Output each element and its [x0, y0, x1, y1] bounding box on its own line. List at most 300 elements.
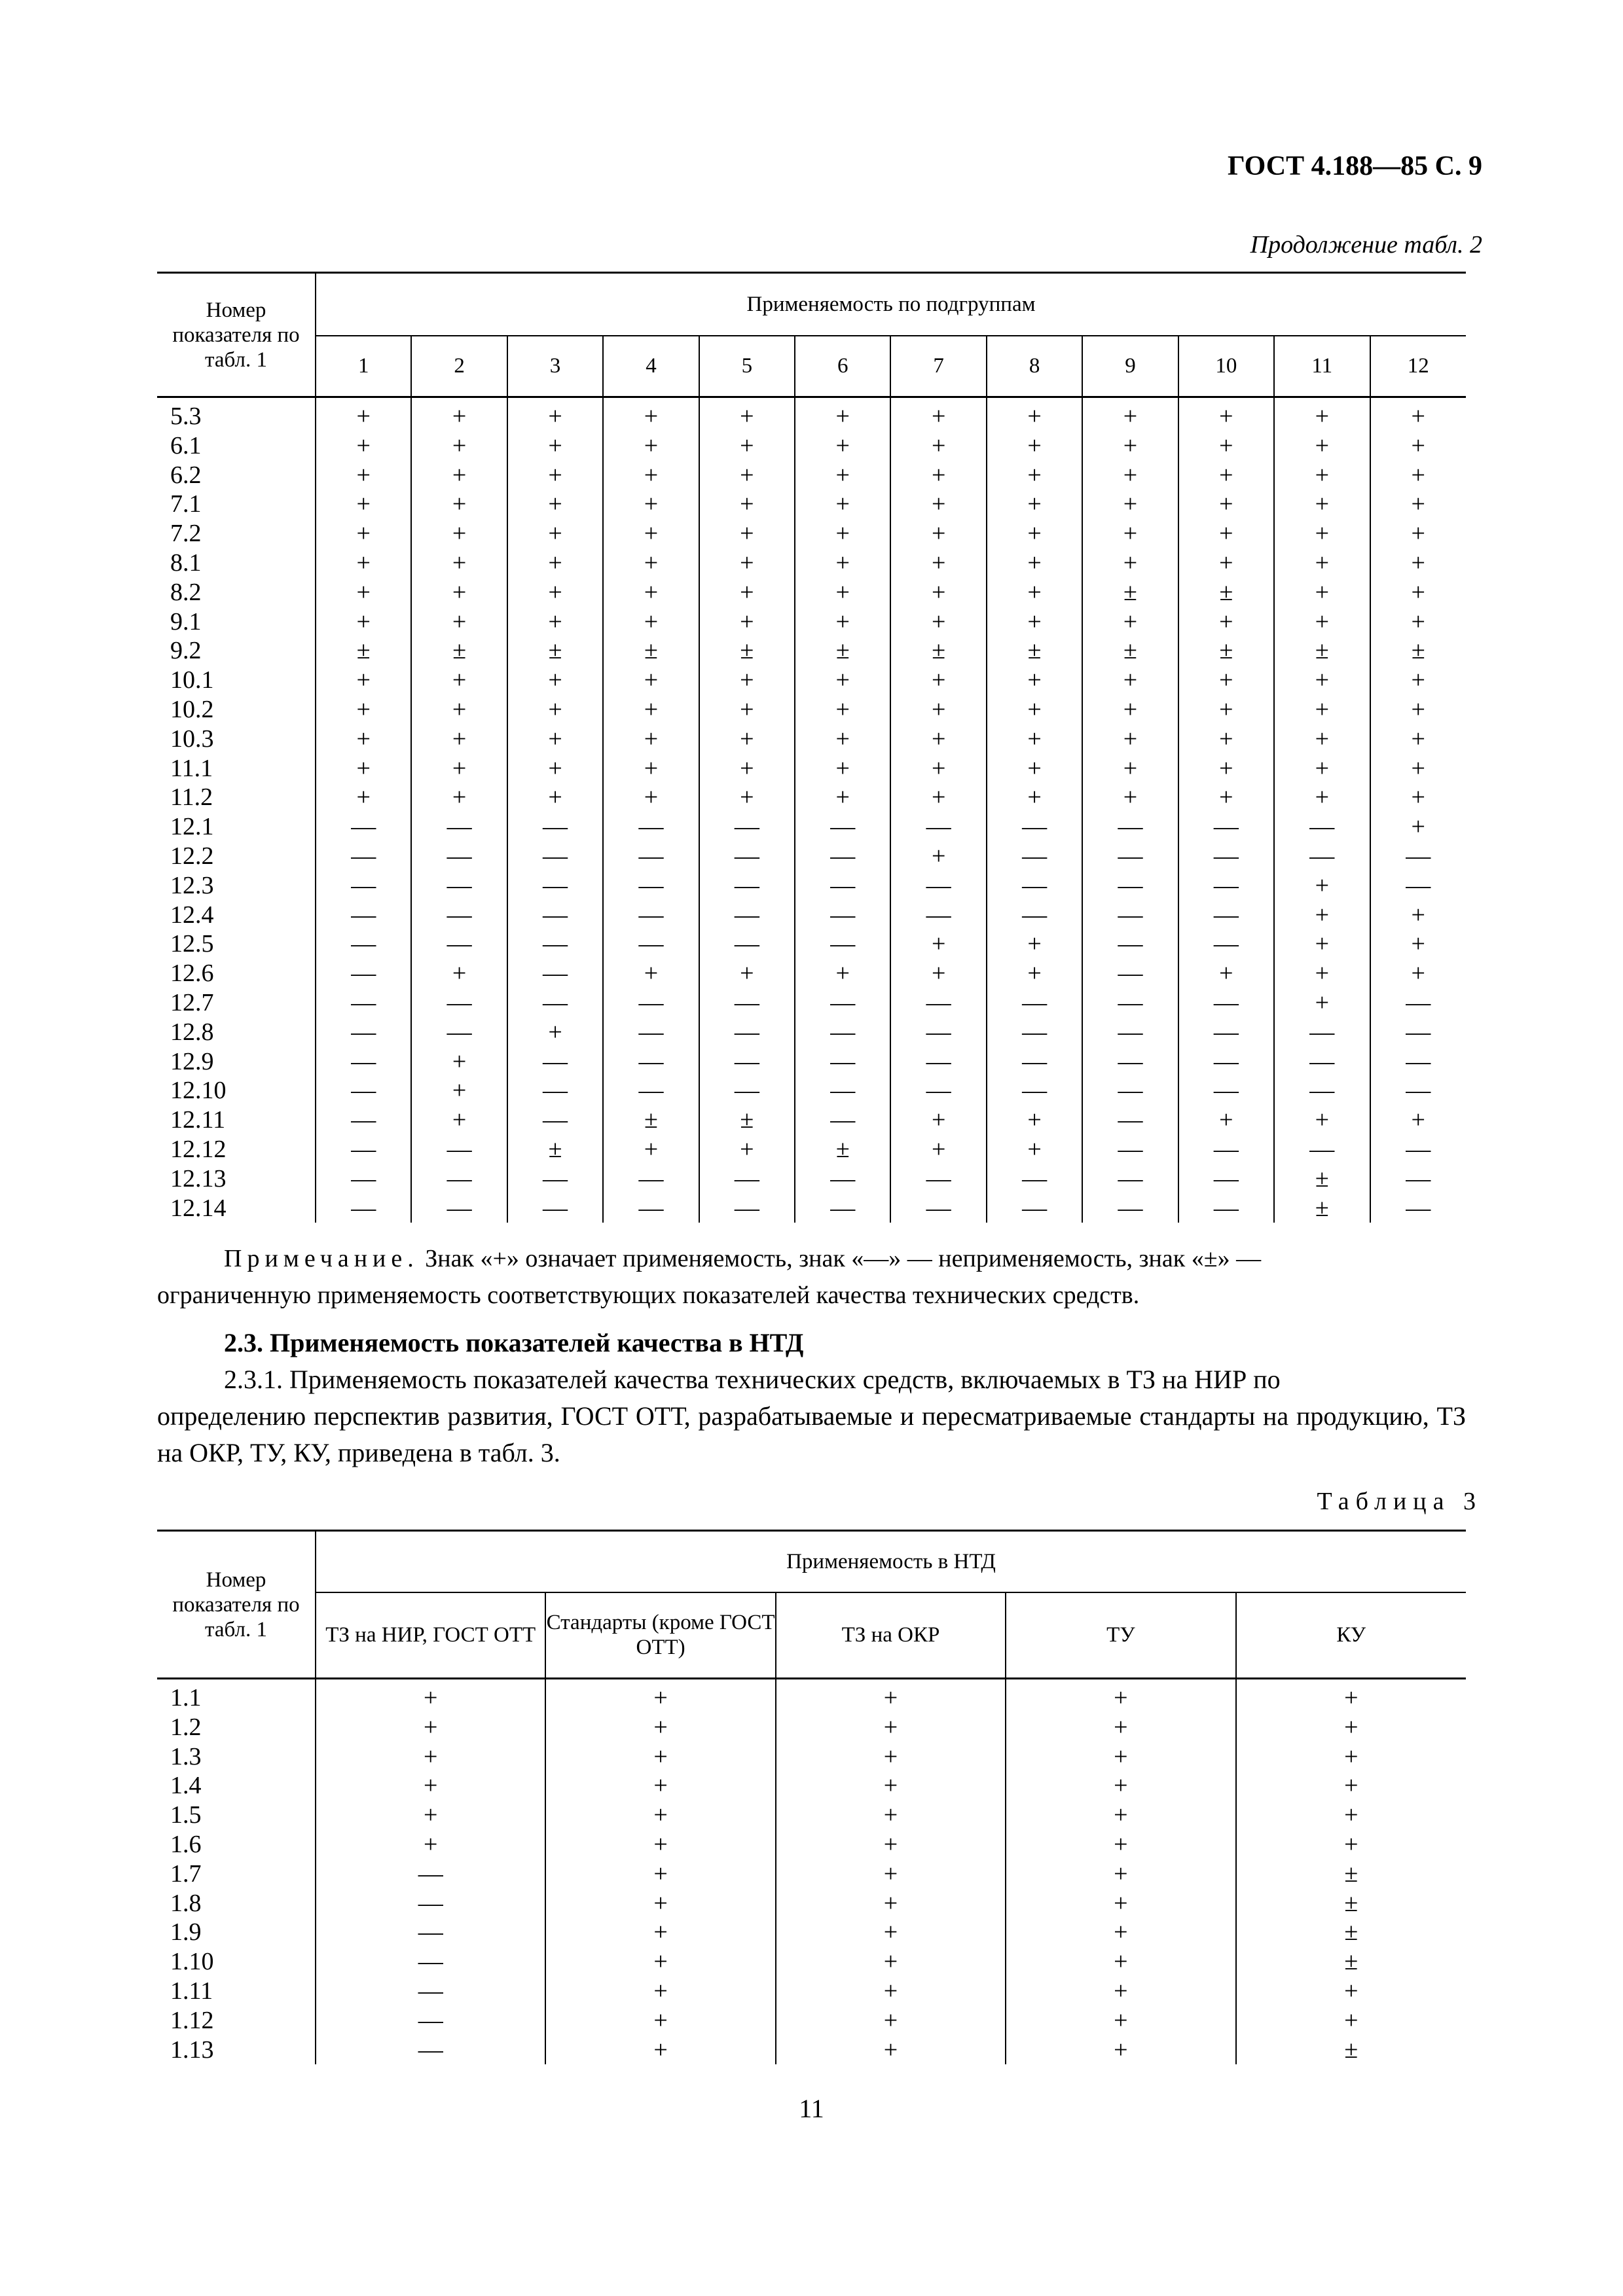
applicability-cell: — [1406, 988, 1431, 1016]
applicability-cell: + [1006, 1742, 1235, 1772]
applicability-cell: ± [507, 636, 603, 666]
applicability-cell: — [795, 1076, 890, 1105]
applicability-cell: + [1411, 666, 1425, 694]
applicability-cell: + [776, 1742, 1006, 1772]
applicability-cell: + [987, 461, 1082, 490]
applicability-cell: + [795, 783, 890, 812]
applicability-cell: — [411, 1135, 507, 1164]
applicability-cell: + [411, 578, 507, 607]
indicator-number: 1.9 [157, 1918, 316, 1947]
applicability-cell: + [316, 548, 411, 578]
applicability-cell: + [1274, 959, 1370, 988]
applicability-cell: + [411, 519, 507, 548]
column-header: 5 [699, 336, 795, 397]
indicator-number: 1.1 [157, 1679, 316, 1713]
applicability-cell: — [795, 901, 890, 930]
applicability-cell: — [507, 901, 603, 930]
table-row [157, 1076, 1466, 1105]
applicability-cell: + [603, 754, 699, 783]
note-text-line1: Знак «+» означает применяемость, знак «—» — неприменяемость, знак «±» — [418, 1245, 1262, 1272]
applicability-cell: + [776, 2036, 1006, 2065]
table-row [157, 2006, 1466, 2036]
applicability-cell: — [316, 1977, 545, 2006]
applicability-cell: — [1082, 901, 1178, 930]
applicability-cell: — [1178, 1135, 1274, 1164]
applicability-cell: + [699, 959, 795, 988]
applicability-cell: + [1411, 607, 1425, 636]
applicability-cell: + [316, 725, 411, 754]
applicability-cell: ± [1411, 637, 1425, 665]
table-row [157, 1194, 1466, 1223]
applicability-cell: + [890, 842, 986, 871]
applicability-cell: — [1082, 1018, 1178, 1047]
applicability-cell: + [890, 725, 986, 754]
applicability-cell: — [1082, 959, 1178, 988]
applicability-cell: + [699, 754, 795, 783]
applicability-cell: + [316, 519, 411, 548]
applicability-cell: + [411, 490, 507, 519]
applicability-cell: + [316, 431, 411, 461]
table-row [157, 578, 1466, 607]
indicator-number: 1.13 [157, 2036, 316, 2065]
applicability-cell: — [316, 1859, 545, 1889]
table-row [157, 636, 1466, 666]
applicability-cell: — [699, 1194, 795, 1223]
applicability-cell: + [1274, 754, 1370, 783]
applicability-cell: — [603, 901, 699, 930]
table-row [157, 1105, 1466, 1135]
applicability-cell: + [987, 959, 1082, 988]
applicability-cell: + [545, 1977, 775, 2006]
applicability-cell: — [603, 1194, 699, 1223]
applicability-cell: — [411, 1018, 507, 1047]
applicability-cell: + [1178, 695, 1274, 725]
applicability-cell: + [1274, 607, 1370, 637]
applicability-cell: + [890, 695, 986, 725]
applicability-cell: + [890, 548, 986, 578]
applicability-cell: + [1006, 2006, 1235, 2036]
table-row [157, 812, 1466, 842]
applicability-cell: + [699, 490, 795, 519]
applicability-cell: + [411, 754, 507, 783]
applicability-cell: + [603, 397, 699, 431]
applicability-cell: — [507, 1105, 603, 1135]
applicability-cell: + [603, 519, 699, 548]
applicability-cell: — [507, 1047, 603, 1077]
applicability-cell: + [411, 783, 507, 812]
applicability-cell: + [1082, 461, 1178, 490]
applicability-cell: + [987, 754, 1082, 783]
applicability-cell: — [1178, 1076, 1274, 1105]
applicability-cell: + [795, 754, 890, 783]
applicability-cell: — [411, 929, 507, 959]
indicator-number: 12.8 [157, 1018, 316, 1047]
applicability-cell: + [507, 783, 603, 812]
applicability-cell: ± [1082, 578, 1178, 607]
applicability-cell: + [411, 461, 507, 490]
applicability-cell: ± [603, 1105, 699, 1135]
applicability-cell: + [1082, 490, 1178, 519]
applicability-cell: + [545, 1889, 775, 1918]
indicator-number: 5.3 [157, 397, 316, 431]
applicability-cell: — [1082, 871, 1178, 901]
applicability-cell: — [890, 812, 986, 842]
indicator-number: 12.12 [157, 1135, 316, 1164]
applicability-cell: + [1274, 1105, 1370, 1135]
applicability-cell: + [603, 490, 699, 519]
applicability-cell: + [507, 548, 603, 578]
indicator-number: 6.2 [157, 461, 316, 490]
applicability-cell: — [1274, 1018, 1370, 1047]
applicability-cell: + [1006, 1977, 1235, 2006]
table-row [157, 1713, 1466, 1742]
column-header: 4 [603, 336, 699, 397]
indicator-number: 9.2 [157, 636, 316, 666]
applicability-cell: — [411, 1164, 507, 1194]
applicability-cell: + [776, 1830, 1006, 1859]
paragraph-rest: определению перспектив развития, ГОСТ ОТТ, разрабатываемые и пересматриваемые стандарты на продукцию, ТЗ на ОКР, ТУ, КУ, приведена в табл. 3. [157, 1401, 1466, 1467]
applicability-cell: — [1406, 1194, 1431, 1222]
applicability-cell: + [795, 397, 890, 431]
applicability-cell: + [1178, 666, 1274, 695]
applicability-cell: + [316, 461, 411, 490]
applicability-cell: + [1082, 783, 1178, 812]
applicability-cell: + [1082, 695, 1178, 725]
applicability-cell: ± [987, 636, 1082, 666]
applicability-cell: — [411, 812, 507, 842]
applicability-cell: — [1082, 1164, 1178, 1194]
applicability-cell: + [1344, 1830, 1359, 1858]
applicability-cell: + [776, 1977, 1006, 2006]
applicability-cell: — [890, 901, 986, 930]
applicability-cell: — [1178, 812, 1274, 842]
applicability-cell: — [1178, 988, 1274, 1018]
applicability-cell: — [1082, 1047, 1178, 1077]
indicator-number: 12.11 [157, 1105, 316, 1135]
applicability-cell: — [987, 812, 1082, 842]
applicability-cell: — [316, 929, 411, 959]
applicability-cell: — [699, 901, 795, 930]
applicability-cell: + [776, 1771, 1006, 1801]
column-header: 12 [1370, 336, 1467, 397]
table-row [157, 1830, 1466, 1859]
applicability-cell: — [603, 842, 699, 871]
row-header: Номер показателя по табл. 1 [157, 273, 316, 397]
applicability-cell: + [987, 607, 1082, 637]
applicability-cell: — [316, 1047, 411, 1077]
applicability-cell: + [1082, 397, 1178, 431]
table-row [157, 519, 1466, 548]
applicability-cell: — [795, 1018, 890, 1047]
applicability-cell: ± [1274, 1164, 1370, 1194]
indicator-number: 12.4 [157, 901, 316, 930]
table-row [157, 1947, 1466, 1977]
applicability-cell: + [795, 578, 890, 607]
applicability-cell: — [1178, 929, 1274, 959]
applicability-cell: + [890, 754, 986, 783]
applicability-cell: + [545, 2006, 775, 2036]
applicability-cell: — [316, 1105, 411, 1135]
applicability-cell: + [795, 725, 890, 754]
applicability-cell: + [545, 2036, 775, 2065]
applicability-cell: + [1178, 607, 1274, 637]
applicability-cell: + [776, 1889, 1006, 1918]
applicability-cell: — [507, 929, 603, 959]
applicability-cell: ± [1274, 1194, 1370, 1223]
applicability-cell: + [1411, 725, 1425, 753]
indicator-number: 8.2 [157, 578, 316, 607]
applicability-cell: + [316, 754, 411, 783]
applicability-cell: + [411, 1105, 507, 1135]
applicability-cell: + [507, 431, 603, 461]
applicability-cell: + [890, 1135, 986, 1164]
table-row [157, 871, 1466, 901]
indicator-number: 12.9 [157, 1047, 316, 1077]
table-row [157, 548, 1466, 578]
indicator-number: 11.2 [157, 783, 316, 812]
applicability-cell: — [1406, 1164, 1431, 1193]
indicator-number: 12.3 [157, 871, 316, 901]
table-row [157, 1135, 1466, 1164]
applicability-cell: — [316, 1194, 411, 1223]
applicability-cell: — [1178, 901, 1274, 930]
applicability-cell: + [603, 578, 699, 607]
applicability-cell: — [507, 1164, 603, 1194]
applicability-cell: — [316, 1018, 411, 1047]
applicability-cell: + [316, 1771, 545, 1801]
applicability-cell: + [507, 666, 603, 695]
applicability-cell: — [1082, 812, 1178, 842]
applicability-cell: + [776, 1679, 1006, 1713]
applicability-cell: + [890, 959, 986, 988]
applicability-cell: + [1178, 548, 1274, 578]
applicability-cell: — [1178, 1164, 1274, 1194]
applicability-cell: + [507, 490, 603, 519]
applicability-cell: — [890, 988, 986, 1018]
document-header: ГОСТ 4.188—85 С. 9 [1227, 151, 1482, 181]
applicability-cell: + [1344, 1742, 1359, 1770]
table-row [157, 1047, 1466, 1077]
applicability-cell: + [603, 607, 699, 637]
indicator-number: 1.3 [157, 1742, 316, 1772]
applicability-cell: ± [699, 636, 795, 666]
applicability-cell: + [545, 1713, 775, 1742]
applicability-cell: + [1178, 490, 1274, 519]
applicability-cell: + [1178, 431, 1274, 461]
applicability-cell: + [1178, 754, 1274, 783]
indicator-number: 9.1 [157, 607, 316, 637]
applicability-cell: + [316, 666, 411, 695]
applicability-cell: + [795, 695, 890, 725]
applicability-cell: + [1082, 666, 1178, 695]
table-row [157, 397, 1466, 431]
table-row [157, 1918, 1466, 1947]
applicability-cell: — [316, 1918, 545, 1947]
indicator-number: 12.10 [157, 1076, 316, 1105]
indicator-number: 12.14 [157, 1194, 316, 1223]
applicability-cell: + [699, 397, 795, 431]
applicability-cell: — [1406, 1018, 1431, 1046]
applicability-cell: — [507, 812, 603, 842]
applicability-cell: + [1411, 901, 1425, 929]
indicator-number: 12.13 [157, 1164, 316, 1194]
applicability-cell: + [987, 1105, 1082, 1135]
applicability-cell: + [1274, 519, 1370, 548]
applicability-cell: — [507, 1076, 603, 1105]
applicability-cell: + [1411, 548, 1425, 577]
indicator-number: 1.6 [157, 1830, 316, 1859]
table-row [157, 1889, 1466, 1918]
applicability-cell: + [699, 607, 795, 637]
applicability-cell: + [987, 783, 1082, 812]
applicability-cell: ± [1178, 578, 1274, 607]
table-note [157, 1240, 1466, 1314]
applicability-cell: + [795, 607, 890, 637]
applicability-cell: — [1274, 1076, 1370, 1105]
applicability-cell: + [1344, 1772, 1359, 1800]
applicability-cell: — [1274, 1047, 1370, 1077]
indicator-number: 1.10 [157, 1947, 316, 1977]
applicability-cell: — [1178, 1047, 1274, 1077]
applicability-cell: — [987, 1164, 1082, 1194]
applicability-cell: + [890, 397, 986, 431]
applicability-cell: + [1082, 431, 1178, 461]
applicability-cell: — [316, 1164, 411, 1194]
applicability-cell: — [699, 1047, 795, 1077]
applicability-cell: + [1274, 988, 1370, 1018]
applicability-cell: + [987, 431, 1082, 461]
table-row [157, 666, 1466, 695]
applicability-cell: + [987, 725, 1082, 754]
table-row [157, 1977, 1466, 2006]
applicability-cell: + [316, 397, 411, 431]
column-header: 7 [890, 336, 986, 397]
applicability-cell: ± [411, 636, 507, 666]
applicability-cell: + [776, 2006, 1006, 2036]
indicator-number: 6.1 [157, 431, 316, 461]
applicability-cell: + [316, 490, 411, 519]
indicator-number: 12.2 [157, 842, 316, 871]
applicability-cell: ± [507, 1135, 603, 1164]
applicability-cell: + [1411, 578, 1425, 606]
applicability-cell: + [1274, 871, 1370, 901]
applicability-cell: + [795, 461, 890, 490]
applicability-cell: + [1411, 695, 1425, 723]
applicability-cell: — [987, 988, 1082, 1018]
paragraph-lead: 2.3.1. Применяемость показателей качества технических средств, включаемых в ТЗ на НИР по [224, 1365, 1281, 1394]
table-row [157, 1771, 1466, 1801]
applicability-cell: — [1274, 1135, 1370, 1164]
applicability-cell: + [1411, 783, 1425, 812]
applicability-cell: — [1406, 1077, 1431, 1105]
applicability-cell: + [603, 666, 699, 695]
applicability-cell: ± [699, 1105, 795, 1135]
applicability-cell: + [987, 578, 1082, 607]
table-row [157, 695, 1466, 725]
indicator-number: 7.1 [157, 490, 316, 519]
table-row [157, 1859, 1466, 1889]
applicability-cell: — [987, 1076, 1082, 1105]
applicability-cell: — [1082, 1194, 1178, 1223]
applicability-cell: + [1274, 929, 1370, 959]
applicability-cell: + [1274, 695, 1370, 725]
applicability-cell: + [1178, 461, 1274, 490]
applicability-cell: — [603, 1018, 699, 1047]
column-header: 3 [507, 336, 603, 397]
indicator-number: 1.2 [157, 1713, 316, 1742]
applicability-cell: — [890, 871, 986, 901]
applicability-cell: + [507, 725, 603, 754]
applicability-cell: + [699, 519, 795, 548]
applicability-cell: — [987, 1194, 1082, 1223]
applicability-cell: — [603, 988, 699, 1018]
applicability-cell: + [795, 666, 890, 695]
applicability-cell: + [776, 1713, 1006, 1742]
applicability-cell: + [507, 397, 603, 431]
applicability-cell: + [987, 666, 1082, 695]
applicability-cell: + [507, 1018, 603, 1047]
applicability-cell: + [545, 1830, 775, 1859]
applicability-cell: + [776, 1918, 1006, 1947]
applicability-cell: + [316, 783, 411, 812]
column-header: Стандарты (кроме ГОСТ ОТТ) [545, 1592, 775, 1679]
applicability-cell: — [316, 2006, 545, 2036]
applicability-cell: + [1274, 431, 1370, 461]
applicability-cell: + [795, 490, 890, 519]
applicability-cell: + [1006, 1679, 1235, 1713]
applicability-cell: — [507, 842, 603, 871]
table-row [157, 1018, 1466, 1047]
applicability-cell: — [1082, 1105, 1178, 1135]
applicability-cell: + [603, 725, 699, 754]
applicability-cell: + [699, 431, 795, 461]
applicability-cell: + [795, 519, 890, 548]
applicability-cell: + [545, 1918, 775, 1947]
applicability-cell: + [507, 607, 603, 637]
applicability-cell: — [1082, 929, 1178, 959]
applicability-cell: + [1344, 2006, 1359, 2034]
applicability-cell: + [507, 461, 603, 490]
table-row [157, 607, 1466, 637]
applicability-cell: + [545, 1801, 775, 1830]
applicability-cell: + [411, 695, 507, 725]
applicability-cell: + [1178, 725, 1274, 754]
applicability-cell: — [603, 1164, 699, 1194]
applicability-cell: + [890, 783, 986, 812]
applicability-cell: + [603, 1135, 699, 1164]
applicability-cell: — [507, 871, 603, 901]
applicability-cell: + [1411, 403, 1425, 430]
applicability-cell: — [411, 842, 507, 871]
applicability-cell: — [795, 842, 890, 871]
applicability-cell: — [699, 929, 795, 959]
applicability-cell: — [603, 929, 699, 959]
applicability-cell: + [1006, 2036, 1235, 2065]
applicability-cell: + [411, 548, 507, 578]
applicability-cell: — [987, 871, 1082, 901]
applicability-cell: — [890, 1194, 986, 1223]
applicability-cell: ± [316, 636, 411, 666]
applicability-cell: + [1274, 666, 1370, 695]
applicability-cell: — [699, 871, 795, 901]
applicability-cell: + [507, 754, 603, 783]
applicability-cell: + [316, 607, 411, 637]
applicability-cell: — [1178, 1018, 1274, 1047]
applicability-cell: ± [795, 636, 890, 666]
row-header: Номер показателя по табл. 1 [157, 1531, 316, 1679]
applicability-cell: — [316, 871, 411, 901]
applicability-cell: ± [1344, 1889, 1359, 1917]
